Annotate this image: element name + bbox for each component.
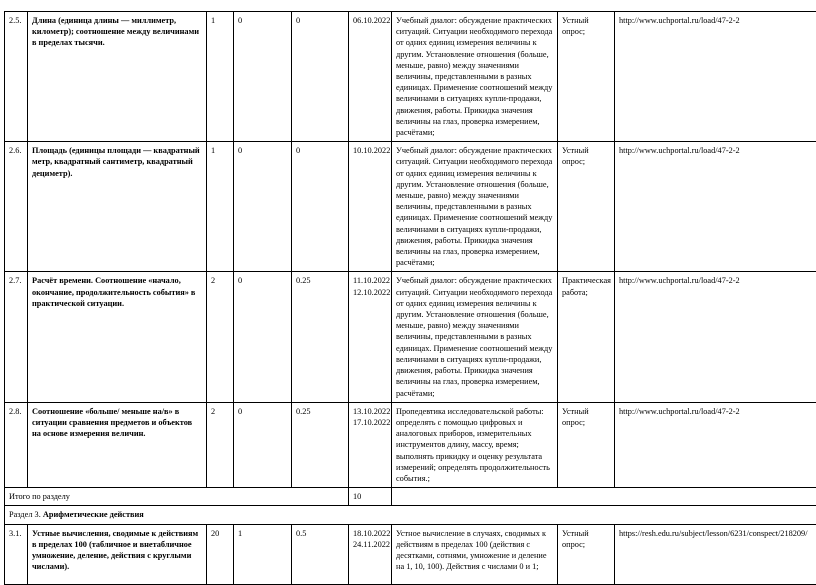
activity-cell: Учебный диалог: обсуждение практических ситуаций. Ситуации необходимого перехода от одних единиц измерения величины к другим. Установление отношения (больше, меньше, равно) между значениями величины, представленными в разных единицах. Применение соотношений между величинами в ситуациях купли-продажи, движения, работы. Прикидка значения величины на глаз, проверка измерением, расчётами; xyxy=(392,142,558,272)
practical-works-cell: 0 xyxy=(292,12,349,142)
table-row xyxy=(5,272,816,402)
hours-cell: 20 xyxy=(207,524,234,584)
control-works-cell: 0 xyxy=(234,12,292,142)
control-works-cell: 0 xyxy=(234,142,292,272)
section-header-prefix: Раздел 3. xyxy=(9,510,43,519)
control-form-cell: Устный опрос; xyxy=(558,524,615,584)
control-works-cell: 0 xyxy=(234,402,292,487)
section-header xyxy=(5,506,816,524)
section-total-hours: 10 xyxy=(349,488,392,506)
row-number: 3.1. xyxy=(5,524,28,584)
section-total-label: Итого по разделу xyxy=(5,488,349,506)
resource-link[interactable]: http://www.uchportal.ru/load/47-2-2 xyxy=(615,402,816,487)
control-form-cell: Устный опрос; xyxy=(558,12,615,142)
topic-cell: Соотношение «больше/ меньше на/в» в ситуации сравнения предметов и объектов на основе измерения величин. xyxy=(28,402,207,487)
date-value: 11.10.2022 xyxy=(353,275,387,286)
control-form-cell: Практическая работа; xyxy=(558,272,615,402)
date-cell xyxy=(349,12,392,142)
row-number: 2.6. xyxy=(5,142,28,272)
date-value: 17.10.2022 xyxy=(353,417,387,428)
date-value: 12.10.2022 xyxy=(353,287,387,298)
table-row xyxy=(5,402,816,487)
control-form-cell: Устный опрос; xyxy=(558,402,615,487)
activity-cell: Учебный диалог: обсуждение практических ситуаций. Ситуации необходимого перехода от одних единиц измерения величины к другим. Установление отношения (больше, меньше, равно) между значениями величины, представленными в разных единицах. Применение соотношений между величинами в ситуациях купли-продажи, движения, работы. Прикидка значения величины на глаз, проверка измерением, расчётами; xyxy=(392,272,558,402)
table-row xyxy=(5,524,816,584)
section-total-row xyxy=(5,488,816,506)
practical-works-cell: 0.25 xyxy=(292,272,349,402)
resource-link[interactable]: http://www.uchportal.ru/load/47-2-2 xyxy=(615,272,816,402)
topic-cell: Расчёт времени. Соотношение «начало, окончание, продолжительность события» в практической ситуации. xyxy=(28,272,207,402)
resource-link[interactable]: http://www.uchportal.ru/load/47-2-2 xyxy=(615,12,816,142)
practical-works-cell: 0.5 xyxy=(292,524,349,584)
row-number: 2.5. xyxy=(5,12,28,142)
table-body xyxy=(5,12,816,585)
practical-works-cell: 0.25 xyxy=(292,402,349,487)
hours-cell: 2 xyxy=(207,272,234,402)
date-value: 18.10.2022 xyxy=(353,528,387,539)
date-value: 06.10.2022 xyxy=(353,15,387,26)
date-value: 10.10.2022 xyxy=(353,145,387,156)
hours-cell: 1 xyxy=(207,142,234,272)
resource-link[interactable]: https://resh.edu.ru/subject/lesson/6231/conspect/218209/ xyxy=(615,524,816,584)
activity-cell: Учебный диалог: обсуждение практических ситуаций. Ситуации необходимого перехода от одних единиц измерения величины к другим. Установление отношения (больше, меньше, равно) между значениями величины, представленными в разных единицах. Применение соотношений между величинами в ситуациях купли-продажи, движения, работы. Прикидка значения величины на глаз, проверка измерением, расчётами; xyxy=(392,12,558,142)
topic-cell: Длина (единица длины — миллиметр, километр); соотношение между величинами в пределах тысячи. xyxy=(28,12,207,142)
activity-cell: Устное вычисление в случаях, сводимых к действиям в пределах 100 (действия с десятками, сотнями, умножение и деление на 1, 10, 100). Действия с числами 0 и 1; xyxy=(392,524,558,584)
date-cell xyxy=(349,272,392,402)
table-row xyxy=(5,142,816,272)
table-row xyxy=(5,12,816,142)
curriculum-table xyxy=(4,11,816,585)
date-cell xyxy=(349,524,392,584)
date-value: 13.10.2022 xyxy=(353,406,387,417)
date-cell xyxy=(349,402,392,487)
hours-cell: 1 xyxy=(207,12,234,142)
row-number: 2.7. xyxy=(5,272,28,402)
practical-works-cell: 0 xyxy=(292,142,349,272)
date-cell xyxy=(349,142,392,272)
control-works-cell: 1 xyxy=(234,524,292,584)
section-header-row xyxy=(5,506,816,524)
section-header-title: Арифметические действия xyxy=(43,510,144,519)
row-number: 2.8. xyxy=(5,402,28,487)
activity-cell: Пропедевтика исследовательской работы: определять с помощью цифровых и аналоговых приборов, измерительных инструментов длину, массу, время; выполнять прикидку и оценку результата измерений; определять продолжительность события.; xyxy=(392,402,558,487)
date-value: 24.11.2022 xyxy=(353,539,387,550)
control-form-cell: Устный опрос; xyxy=(558,142,615,272)
topic-cell: Устные вычисления, сводимые к действиям в пределах 100 (табличное и внетабличное умножение, деление, действия с круглыми числами). xyxy=(28,524,207,584)
hours-cell: 2 xyxy=(207,402,234,487)
resource-link[interactable]: http://www.uchportal.ru/load/47-2-2 xyxy=(615,142,816,272)
section-total-empty xyxy=(392,488,816,506)
control-works-cell: 0 xyxy=(234,272,292,402)
topic-cell: Площадь (единицы площади — квадратный метр, квадратный сантиметр, квадратный дециметр). xyxy=(28,142,207,272)
